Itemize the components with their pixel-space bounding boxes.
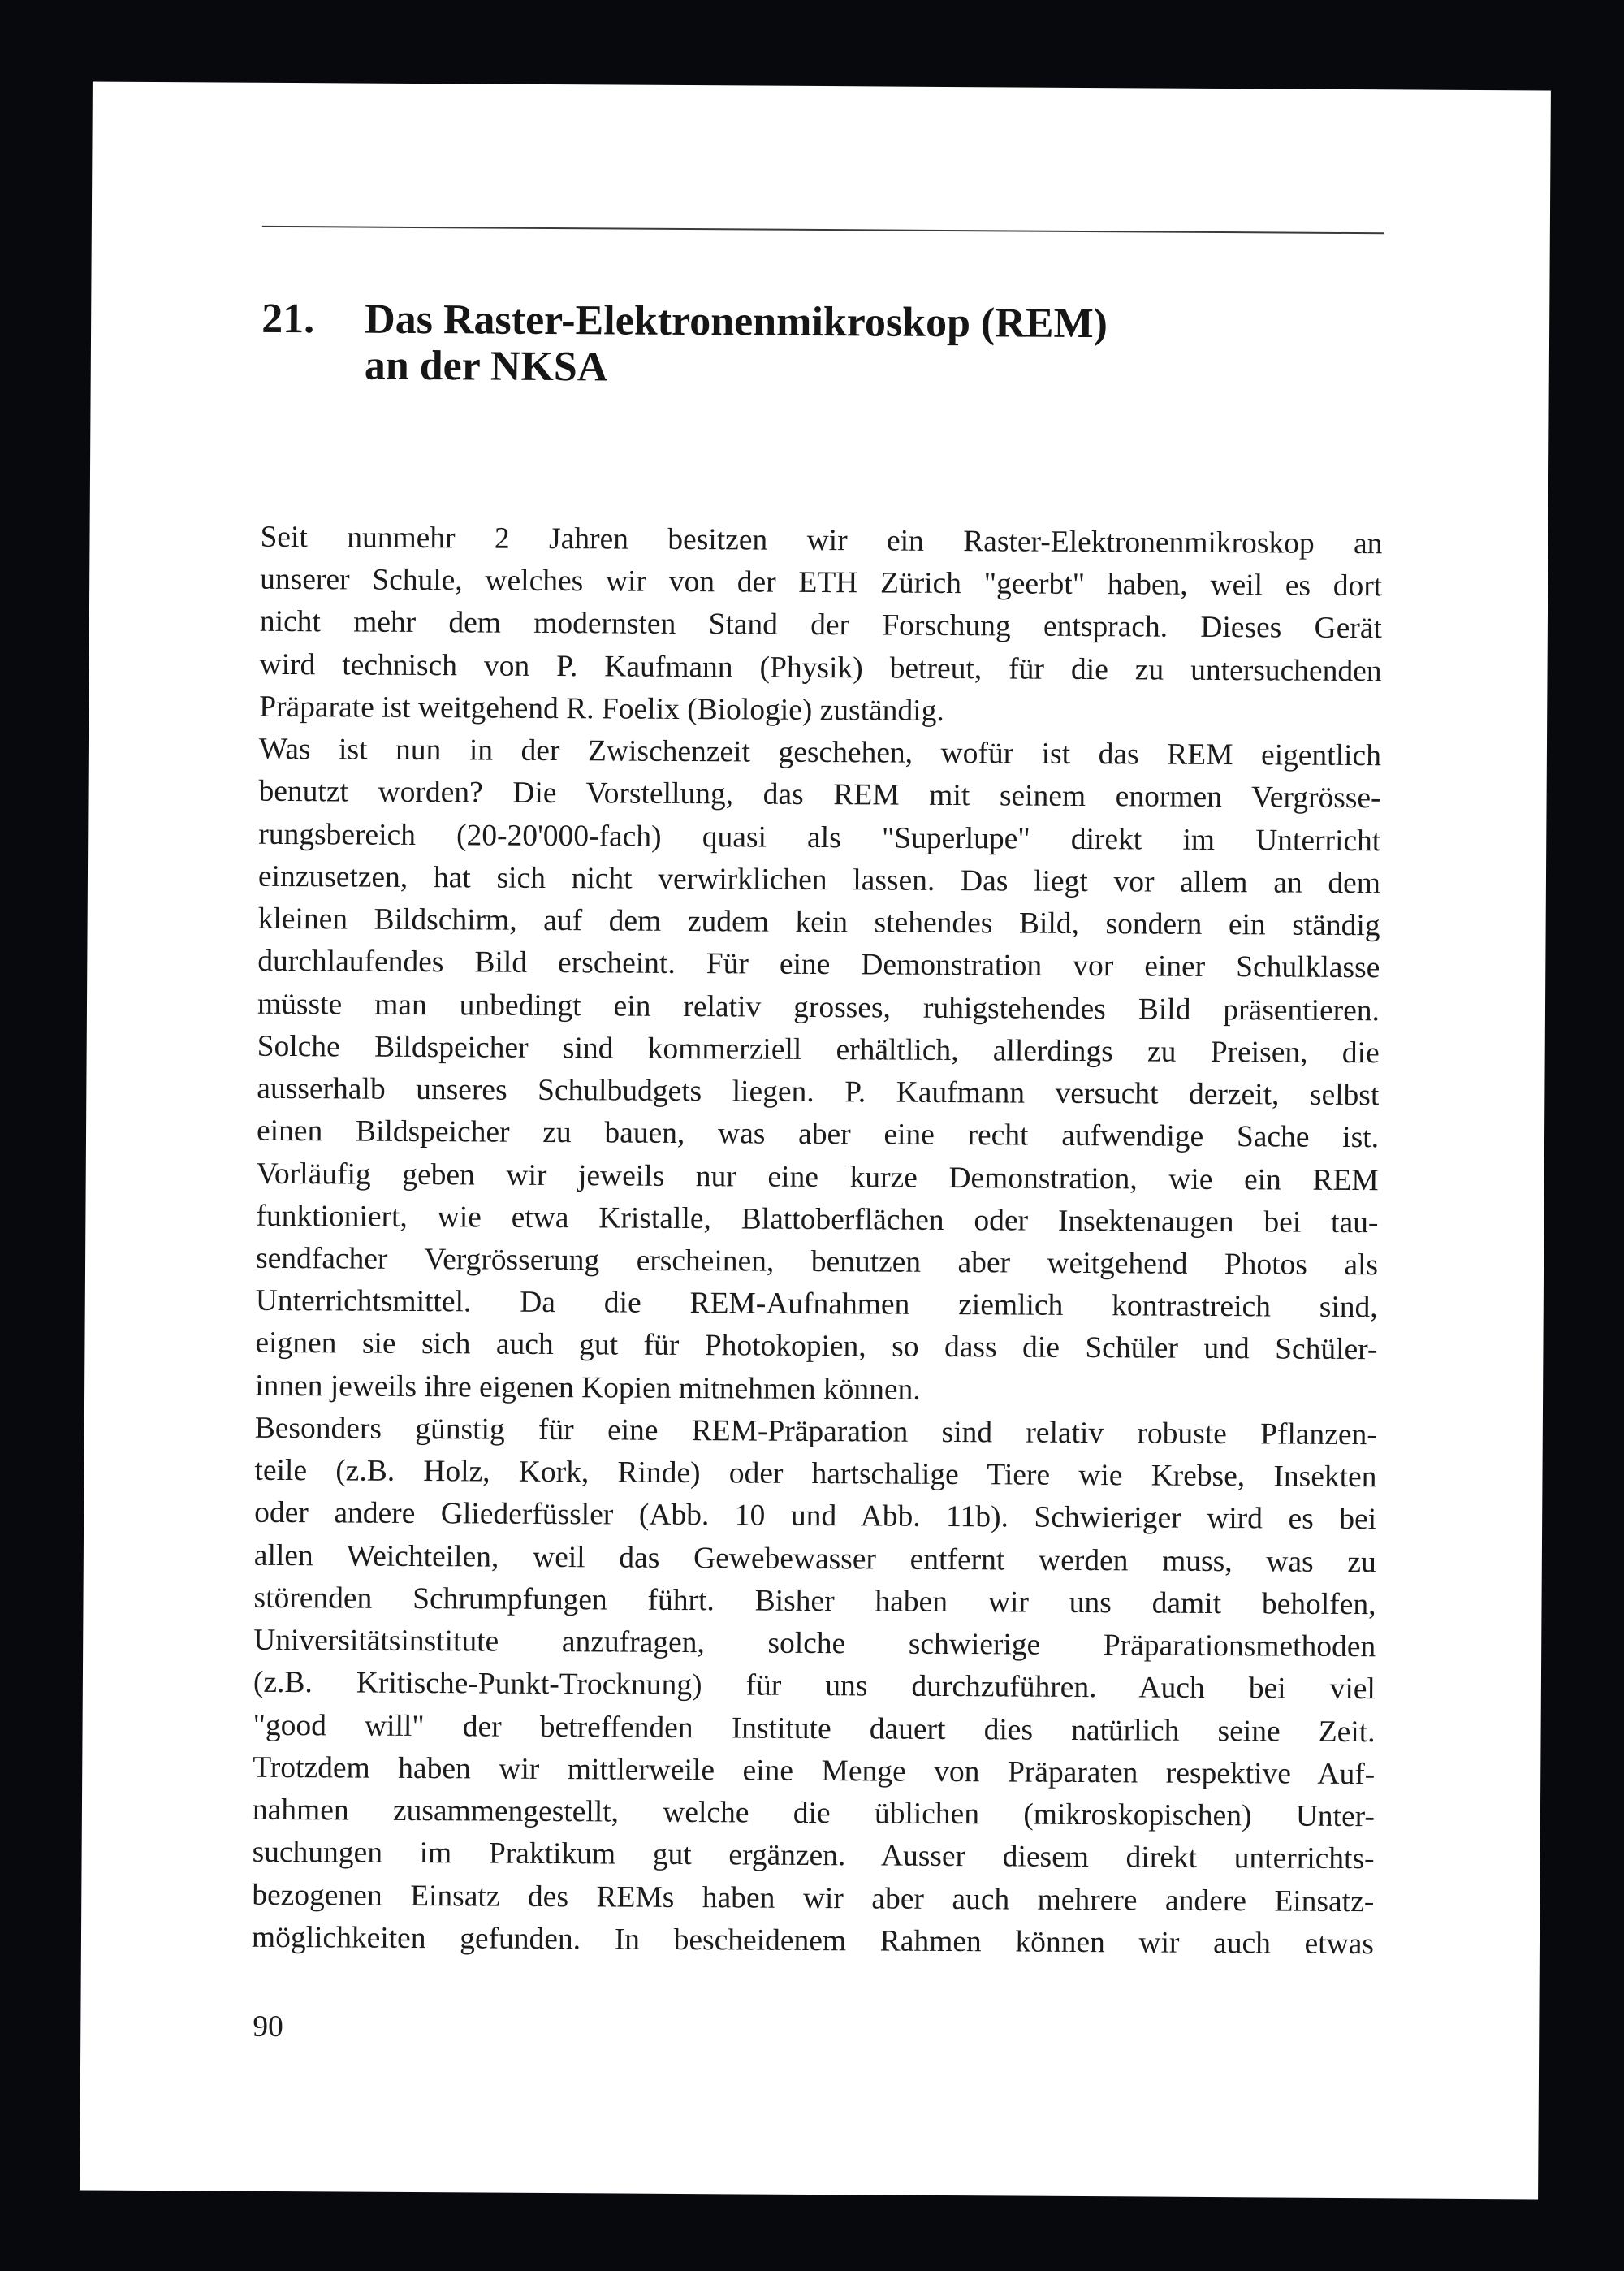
body-line: innen jeweils ihre eigenen Kopien mitnehmen können.: [255, 1369, 921, 1407]
page-number: 90: [253, 2009, 283, 2044]
body-line: bezogenen Einsatz des REMs haben wir aber auch mehrere andere Einsatz-: [252, 1878, 1375, 1918]
scanned-page: [80, 82, 1551, 2200]
body-line: rungsbereich (20-20'000-fach) quasi als "Superlupe" direkt im Unterricht: [258, 817, 1381, 858]
body-line: unserer Schule, welches wir von der ETH Zürich "geerbt" haben, weil es dort: [260, 563, 1383, 603]
body-line: funktioniert, wie etwa Kristalle, Blattoberflächen oder Insektenaugen bei tau-: [256, 1199, 1379, 1239]
body-line: einen Bildspeicher zu bauen, was aber eine recht aufwendige Sache ist.: [256, 1114, 1380, 1155]
body-line: benutzt worden? Die Vorstellung, das REM mit seinem enormen Vergrösse-: [258, 775, 1381, 815]
body-line: nahmen zusammengestellt, welche die üblichen (mikroskopischen) Unter-: [252, 1793, 1376, 1834]
body-line: störenden Schrumpfungen führt. Bisher haben wir uns damit beholfen,: [253, 1581, 1376, 1622]
body-line: wird technisch von P. Kaufmann (Physik) betreut, für die zu untersuchenden: [259, 647, 1382, 688]
body-line: nicht mehr dem modernsten Stand der Forschung entsprach. Dieses Gerät: [259, 605, 1382, 646]
body-line: möglichkeiten gefunden. In bescheidenem Rahmen können wir auch etwas: [251, 1920, 1375, 1961]
chapter-title-line: Das Raster-Elektronenmikroskop (REM): [364, 296, 1108, 348]
header-rule: [262, 226, 1384, 234]
body-line: müsste man unbedingt ein relativ grosses, ruhigstehendes Bild präsentieren.: [257, 987, 1380, 1027]
body-line: Solche Bildspeicher sind kommerziell erhältlich, allerdings zu Preisen, die: [257, 1029, 1380, 1071]
body-line: Vorläufig geben wir jeweils nur eine kurze Demonstration, wie ein REM: [256, 1157, 1379, 1197]
body-line: Trotzdem haben wir mittlerweile eine Menge von Präparaten respektive Auf-: [253, 1750, 1376, 1792]
body-line: allen Weichteilen, weil das Gewebewasser entfernt werden muss, was zu: [253, 1538, 1376, 1579]
body-line: Universitätsinstitute anzufragen, solche schwierige Präparationsmethoden: [253, 1623, 1376, 1664]
chapter-number: 21.: [261, 295, 315, 343]
body-line: teile (z.B. Holz, Kork, Rinde) oder hartschalige Tiere wie Krebse, Insekten: [254, 1453, 1377, 1495]
body-line: ausserhalb unseres Schulbudgets liegen. P. Kaufmann versucht derzeit, selbst: [257, 1071, 1380, 1113]
body-text: [252, 517, 1383, 1966]
body-line: sendfacher Vergrösserung erscheinen, benutzen aber weitgehend Photos als: [255, 1241, 1379, 1283]
body-line: Was ist nun in der Zwischenzeit geschehen, wofür ist das REM eigentlich: [258, 732, 1382, 773]
body-line: Seit nunmehr 2 Jahren besitzen wir ein Raster-Elektronenmikroskop an: [260, 520, 1383, 561]
body-line: Besonders günstig für eine REM-Präparation sind relativ robuste Pflanzen-: [254, 1411, 1377, 1452]
body-line: Unterrichtsmittel. Da die REM-Aufnahmen ziemlich kontrastreich sind,: [255, 1284, 1378, 1325]
body-line: eignen sie sich auch gut für Photokopien, so dass die Schüler und Schüler-: [255, 1326, 1378, 1367]
body-line: suchungen im Praktikum gut ergänzen. Ausser diesem direkt unterrichts-: [252, 1836, 1375, 1876]
body-line: kleinen Bildschirm, auf dem zudem kein stehendes Bild, sondern ein ständig: [257, 902, 1380, 943]
body-line: "good will" der betreffenden Institute dauert dies natürlich seine Zeit.: [253, 1708, 1376, 1749]
body-line: Präparate ist weitgehend R. Foelix (Biologie) zuständig.: [259, 690, 944, 728]
chapter-title-line: an der NKSA: [364, 342, 608, 391]
body-line: oder andere Gliederfüssler (Abb. 10 und Abb. 11b). Schwieriger wird es bei: [254, 1496, 1377, 1537]
chapter-title: [365, 296, 1108, 394]
body-line: (z.B. Kritische-Punkt-Trocknung) für uns durchzuführen. Auch bei viel: [253, 1666, 1376, 1706]
body-line: einzusetzen, hat sich nicht verwirklichen lassen. Das liegt vor allem an dem: [257, 859, 1381, 901]
body-line: durchlaufendes Bild erscheint. Für eine Demonstration vor einer Schulklasse: [257, 945, 1380, 985]
